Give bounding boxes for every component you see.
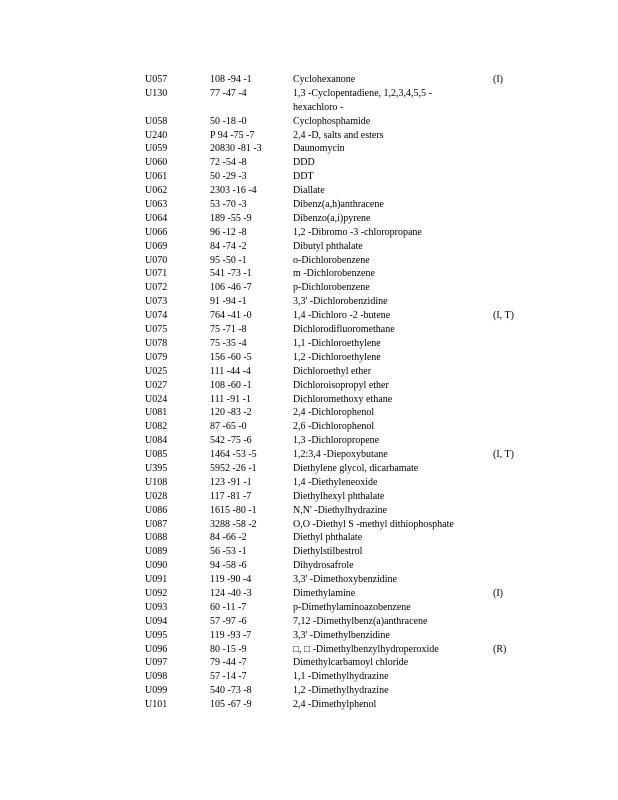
substance-name-line: m -Dichlorobenzene xyxy=(293,268,375,280)
substance-name-line: Diethylhexyl phthalate xyxy=(293,490,385,502)
substance-name-line: Dichloroethyl ether xyxy=(293,365,372,377)
cas-number: 79 -44 -7 xyxy=(210,657,247,669)
table-row xyxy=(145,337,545,351)
waste-code: U108 xyxy=(145,476,168,488)
table-row xyxy=(145,573,545,587)
waste-code: U061 xyxy=(145,171,168,183)
waste-code: U071 xyxy=(145,268,168,280)
substance-name-line: 1,3 -Cyclopentadiene, 1,2,3,4,5,5 - xyxy=(293,87,432,99)
waste-code: U063 xyxy=(145,199,168,211)
cas-number: 75 -35 -4 xyxy=(210,337,247,349)
substance-name-line: 1,4 -Diethyleneoxide xyxy=(293,476,378,488)
table-row xyxy=(145,393,545,407)
substance-name xyxy=(293,559,483,573)
substance-name xyxy=(293,476,483,490)
substance-name xyxy=(293,309,483,323)
table-row xyxy=(145,379,545,393)
substance-name xyxy=(293,393,483,407)
table-row xyxy=(145,518,545,532)
cas-number: 95 -50 -1 xyxy=(210,254,247,266)
waste-code: U096 xyxy=(145,643,168,655)
substance-name-line: DDD xyxy=(293,157,315,169)
table-row xyxy=(145,504,545,518)
substance-name-line: Dibutyl phthalate xyxy=(293,240,363,252)
table-row xyxy=(145,434,545,448)
waste-code: U073 xyxy=(145,296,168,308)
cas-number: 77 -47 -4 xyxy=(210,87,247,99)
substance-name xyxy=(293,518,483,532)
substance-name-line: Dimethylcarbamoyl chloride xyxy=(293,657,409,669)
substance-name xyxy=(293,434,483,448)
cas-number: 2303 -16 -4 xyxy=(210,185,257,197)
substance-name-line: 2,6 -Dichlorophenol xyxy=(293,421,375,433)
cas-number: 20830 -81 -3 xyxy=(210,143,262,155)
substance-name-line: 1,3 -Dichloropropene xyxy=(293,435,380,447)
cas-number: 119 -93 -7 xyxy=(210,629,252,641)
substance-name-line: Dibenz(a,h)anthracene xyxy=(293,199,384,211)
substance-name xyxy=(293,129,483,143)
table-row xyxy=(145,615,545,629)
substance-name xyxy=(293,587,483,601)
cas-number: 53 -70 -3 xyxy=(210,199,247,211)
cas-number: 108 -94 -1 xyxy=(210,74,252,85)
substance-name xyxy=(293,267,483,281)
substance-name xyxy=(293,142,483,156)
waste-code: U084 xyxy=(145,435,168,447)
table-row xyxy=(145,531,545,545)
substance-name xyxy=(293,365,483,379)
substance-name xyxy=(293,573,483,587)
table-row xyxy=(145,129,545,143)
substance-name xyxy=(293,73,483,87)
substance-name xyxy=(293,281,483,295)
table-row xyxy=(145,240,545,254)
substance-name-line: p-Dichlorobenzene xyxy=(293,282,370,294)
table-row xyxy=(145,559,545,573)
waste-code: U101 xyxy=(145,699,168,711)
cas-number: 123 -91 -1 xyxy=(210,476,252,488)
table-row xyxy=(145,142,545,156)
waste-code: U064 xyxy=(145,212,168,224)
cas-number: 119 -90 -4 xyxy=(210,574,252,586)
cas-number: 120 -83 -2 xyxy=(210,407,252,419)
waste-code: U092 xyxy=(145,587,168,599)
substance-name xyxy=(293,684,483,698)
substance-name-line: Diethylstilbestrol xyxy=(293,546,363,558)
hazard-code: (I, T) xyxy=(493,310,514,322)
waste-code: U091 xyxy=(145,574,168,586)
substance-name xyxy=(293,531,483,545)
substance-name xyxy=(293,156,483,170)
substance-name-line: 2,4 -Dimethylphenol xyxy=(293,699,377,711)
substance-name xyxy=(293,643,483,657)
cas-number: 50 -29 -3 xyxy=(210,171,247,183)
hazard-code: (R) xyxy=(493,643,507,655)
waste-code: U027 xyxy=(145,379,168,391)
table-row xyxy=(145,587,545,601)
cas-number: 80 -15 -9 xyxy=(210,643,247,655)
substance-name-line: Daunomycin xyxy=(293,143,345,155)
cas-number: 50 -18 -0 xyxy=(210,115,247,127)
table-row xyxy=(145,170,545,184)
waste-code: U087 xyxy=(145,518,168,530)
waste-code: U085 xyxy=(145,449,168,461)
waste-code: U097 xyxy=(145,657,168,669)
cas-number: 72 -54 -8 xyxy=(210,157,247,169)
waste-code: U060 xyxy=(145,157,168,169)
table-row xyxy=(145,684,545,698)
waste-code: U074 xyxy=(145,310,168,322)
substance-name-line: 2,4 -Dichlorophenol xyxy=(293,407,375,419)
waste-code: U090 xyxy=(145,560,168,572)
table-row xyxy=(145,115,545,129)
substance-name xyxy=(293,323,483,337)
substance-name xyxy=(293,379,483,393)
table-row xyxy=(145,309,545,323)
substance-name-line: hexachloro - xyxy=(293,101,344,113)
cas-number: 94 -58 -6 xyxy=(210,560,247,572)
table-row xyxy=(145,212,545,226)
substance-name xyxy=(293,351,483,365)
cas-number: 106 -46 -7 xyxy=(210,282,252,294)
cas-number: 96 -12 -8 xyxy=(210,226,247,238)
cas-number: 764 -41 -0 xyxy=(210,310,252,322)
hazard-code: (I) xyxy=(493,74,503,85)
cas-number: 84 -74 -2 xyxy=(210,240,247,252)
table-row xyxy=(145,476,545,490)
cas-number: 3288 -58 -2 xyxy=(210,518,257,530)
substance-name xyxy=(293,295,483,309)
substance-name-line: 3,3' -Dimethoxybenzidine xyxy=(293,574,397,586)
waste-code: U081 xyxy=(145,407,168,419)
cas-number: 56 -53 -1 xyxy=(210,546,247,558)
waste-code: U095 xyxy=(145,629,168,641)
substance-name-line: 1,2 -Dibromo -3 -chloropropane xyxy=(293,226,422,238)
table-row xyxy=(145,156,545,170)
substance-name xyxy=(293,615,483,629)
substance-name xyxy=(293,545,483,559)
table-row xyxy=(145,448,545,462)
waste-code: U240 xyxy=(145,129,168,141)
substance-name xyxy=(293,337,483,351)
table-row xyxy=(145,545,545,559)
substance-name xyxy=(293,490,483,504)
table-row xyxy=(145,73,545,87)
waste-code: U099 xyxy=(145,685,168,697)
waste-code: U082 xyxy=(145,421,168,433)
cas-number: P 94 -75 -7 xyxy=(210,129,255,141)
table-row xyxy=(145,601,545,615)
substance-name-line: p-Dimethylaminoazobenzene xyxy=(293,601,411,613)
table-row xyxy=(145,323,545,337)
waste-code: U395 xyxy=(145,462,168,474)
substance-name-line: 1,2 -Dimethylhydrazine xyxy=(293,685,389,697)
substance-name-line: 2,4 -D, salts and esters xyxy=(293,129,384,141)
cas-number: 57 -97 -6 xyxy=(210,615,247,627)
cas-number: 87 -65 -0 xyxy=(210,421,247,433)
table-row xyxy=(145,184,545,198)
substance-name-line: Dichloroisopropyl ether xyxy=(293,379,389,391)
waste-code: U028 xyxy=(145,490,168,502)
substance-name xyxy=(293,656,483,670)
table-row xyxy=(145,295,545,309)
substance-name-line: 1,4 -Dichloro -2 -butene xyxy=(293,310,391,322)
cas-number: 84 -66 -2 xyxy=(210,532,247,544)
substance-name xyxy=(293,448,483,462)
table-row xyxy=(145,351,545,365)
cas-number: 542 -75 -6 xyxy=(210,435,252,447)
substance-name xyxy=(293,170,483,184)
cas-number: 105 -67 -9 xyxy=(210,699,252,711)
hazardous-waste-table xyxy=(145,73,545,712)
substance-name xyxy=(293,406,483,420)
table-row xyxy=(145,365,545,379)
substance-name-line: o-Dichlorobenzene xyxy=(293,254,370,266)
cas-number: 5952 -26 -1 xyxy=(210,462,257,474)
waste-code: U089 xyxy=(145,546,168,558)
waste-code: U078 xyxy=(145,337,168,349)
substance-name-line: 1,1 -Dichloroethylene xyxy=(293,337,381,349)
substance-name-line: Dihydrosafrole xyxy=(293,560,354,572)
cas-number: 117 -81 -7 xyxy=(210,490,252,502)
substance-name xyxy=(293,420,483,434)
substance-name xyxy=(293,87,483,115)
table-row xyxy=(145,629,545,643)
substance-name xyxy=(293,698,483,712)
substance-name-line: Diethylene glycol, dicarbamate xyxy=(293,462,419,474)
cas-number: 540 -73 -8 xyxy=(210,685,252,697)
substance-name-line: Dichloromethoxy ethane xyxy=(293,393,393,405)
substance-name-line: Dichlorodifluoromethane xyxy=(293,324,395,336)
table-row xyxy=(145,87,545,115)
substance-name xyxy=(293,629,483,643)
waste-code: U062 xyxy=(145,185,168,197)
table-row xyxy=(145,643,545,657)
table-row xyxy=(145,226,545,240)
cas-number: 60 -11 -7 xyxy=(210,601,247,613)
substance-name-line: Dibenzo(a,i)pyrene xyxy=(293,212,371,224)
substance-name-line: Cyclohexanone xyxy=(293,74,356,85)
waste-code: U057 xyxy=(145,74,168,85)
table-row xyxy=(145,267,545,281)
waste-code: U075 xyxy=(145,324,168,336)
cas-number: 124 -40 -3 xyxy=(210,587,252,599)
substance-name-line: 1,2:3,4 -Diepoxybutane xyxy=(293,449,388,461)
substance-name-line: N,N' -Diethylhydrazine xyxy=(293,504,387,516)
waste-code: U059 xyxy=(145,143,168,155)
waste-code: U070 xyxy=(145,254,168,266)
substance-name-line: 7,12 -Dimethylbenz(a)anthracene xyxy=(293,615,428,627)
cas-number: 189 -55 -9 xyxy=(210,212,252,224)
table-row xyxy=(145,420,545,434)
waste-code: U069 xyxy=(145,240,168,252)
substance-name-line: Diallate xyxy=(293,185,325,197)
table-row xyxy=(145,490,545,504)
waste-code: U025 xyxy=(145,365,168,377)
substance-name-line: Diethyl phthalate xyxy=(293,532,363,544)
substance-name xyxy=(293,184,483,198)
table-row xyxy=(145,198,545,212)
cas-number: 541 -73 -1 xyxy=(210,268,252,280)
substance-name-line: 3,3' -Dimethylbenzidine xyxy=(293,629,390,641)
substance-name-line: Dimethylamine xyxy=(293,587,356,599)
table-row xyxy=(145,656,545,670)
table-row xyxy=(145,406,545,420)
substance-name xyxy=(293,226,483,240)
substance-name-line: O,O -Diethyl S -methyl dithiophosphate xyxy=(293,518,454,530)
table-row xyxy=(145,254,545,268)
cas-number: 75 -71 -8 xyxy=(210,324,247,336)
substance-name xyxy=(293,462,483,476)
substance-name xyxy=(293,254,483,268)
waste-code: U072 xyxy=(145,282,168,294)
cas-number: 1464 -53 -5 xyxy=(210,449,257,461)
cas-number: 111 -91 -1 xyxy=(210,393,251,405)
cas-number: 156 -60 -5 xyxy=(210,351,252,363)
substance-name xyxy=(293,670,483,684)
table-row xyxy=(145,462,545,476)
cas-number: 108 -60 -1 xyxy=(210,379,252,391)
waste-code: U086 xyxy=(145,504,168,516)
substance-name-line: Cyclophosphamide xyxy=(293,115,371,127)
substance-name-line: DDT xyxy=(293,171,314,183)
substance-name xyxy=(293,115,483,129)
table-row xyxy=(145,698,545,712)
hazard-code: (I) xyxy=(493,587,503,599)
cas-number: 91 -94 -1 xyxy=(210,296,247,308)
waste-code: U066 xyxy=(145,226,168,238)
substance-name-line: □, □ -Dimethylbenzylhydroperoxide xyxy=(293,643,439,655)
waste-code: U079 xyxy=(145,351,168,363)
waste-code: U093 xyxy=(145,601,168,613)
waste-code: U058 xyxy=(145,115,168,127)
waste-code: U130 xyxy=(145,87,168,99)
cas-number: 1615 -80 -1 xyxy=(210,504,257,516)
substance-name-line: 3,3' -Dichlorobenzidine xyxy=(293,296,388,308)
waste-code: U024 xyxy=(145,393,168,405)
substance-name xyxy=(293,240,483,254)
substance-name-line: 1,2 -Dichloroethylene xyxy=(293,351,381,363)
waste-code: U098 xyxy=(145,671,168,683)
cas-number: 57 -14 -7 xyxy=(210,671,247,683)
table-row xyxy=(145,670,545,684)
table-row xyxy=(145,281,545,295)
hazard-code: (I, T) xyxy=(493,449,514,461)
substance-name xyxy=(293,212,483,226)
substance-name xyxy=(293,504,483,518)
waste-code: U094 xyxy=(145,615,168,627)
substance-name-line: 1,1 -Dimethylhydrazine xyxy=(293,671,389,683)
substance-name xyxy=(293,198,483,212)
waste-code: U088 xyxy=(145,532,168,544)
substance-name xyxy=(293,601,483,615)
cas-number: 111 -44 -4 xyxy=(210,365,251,377)
